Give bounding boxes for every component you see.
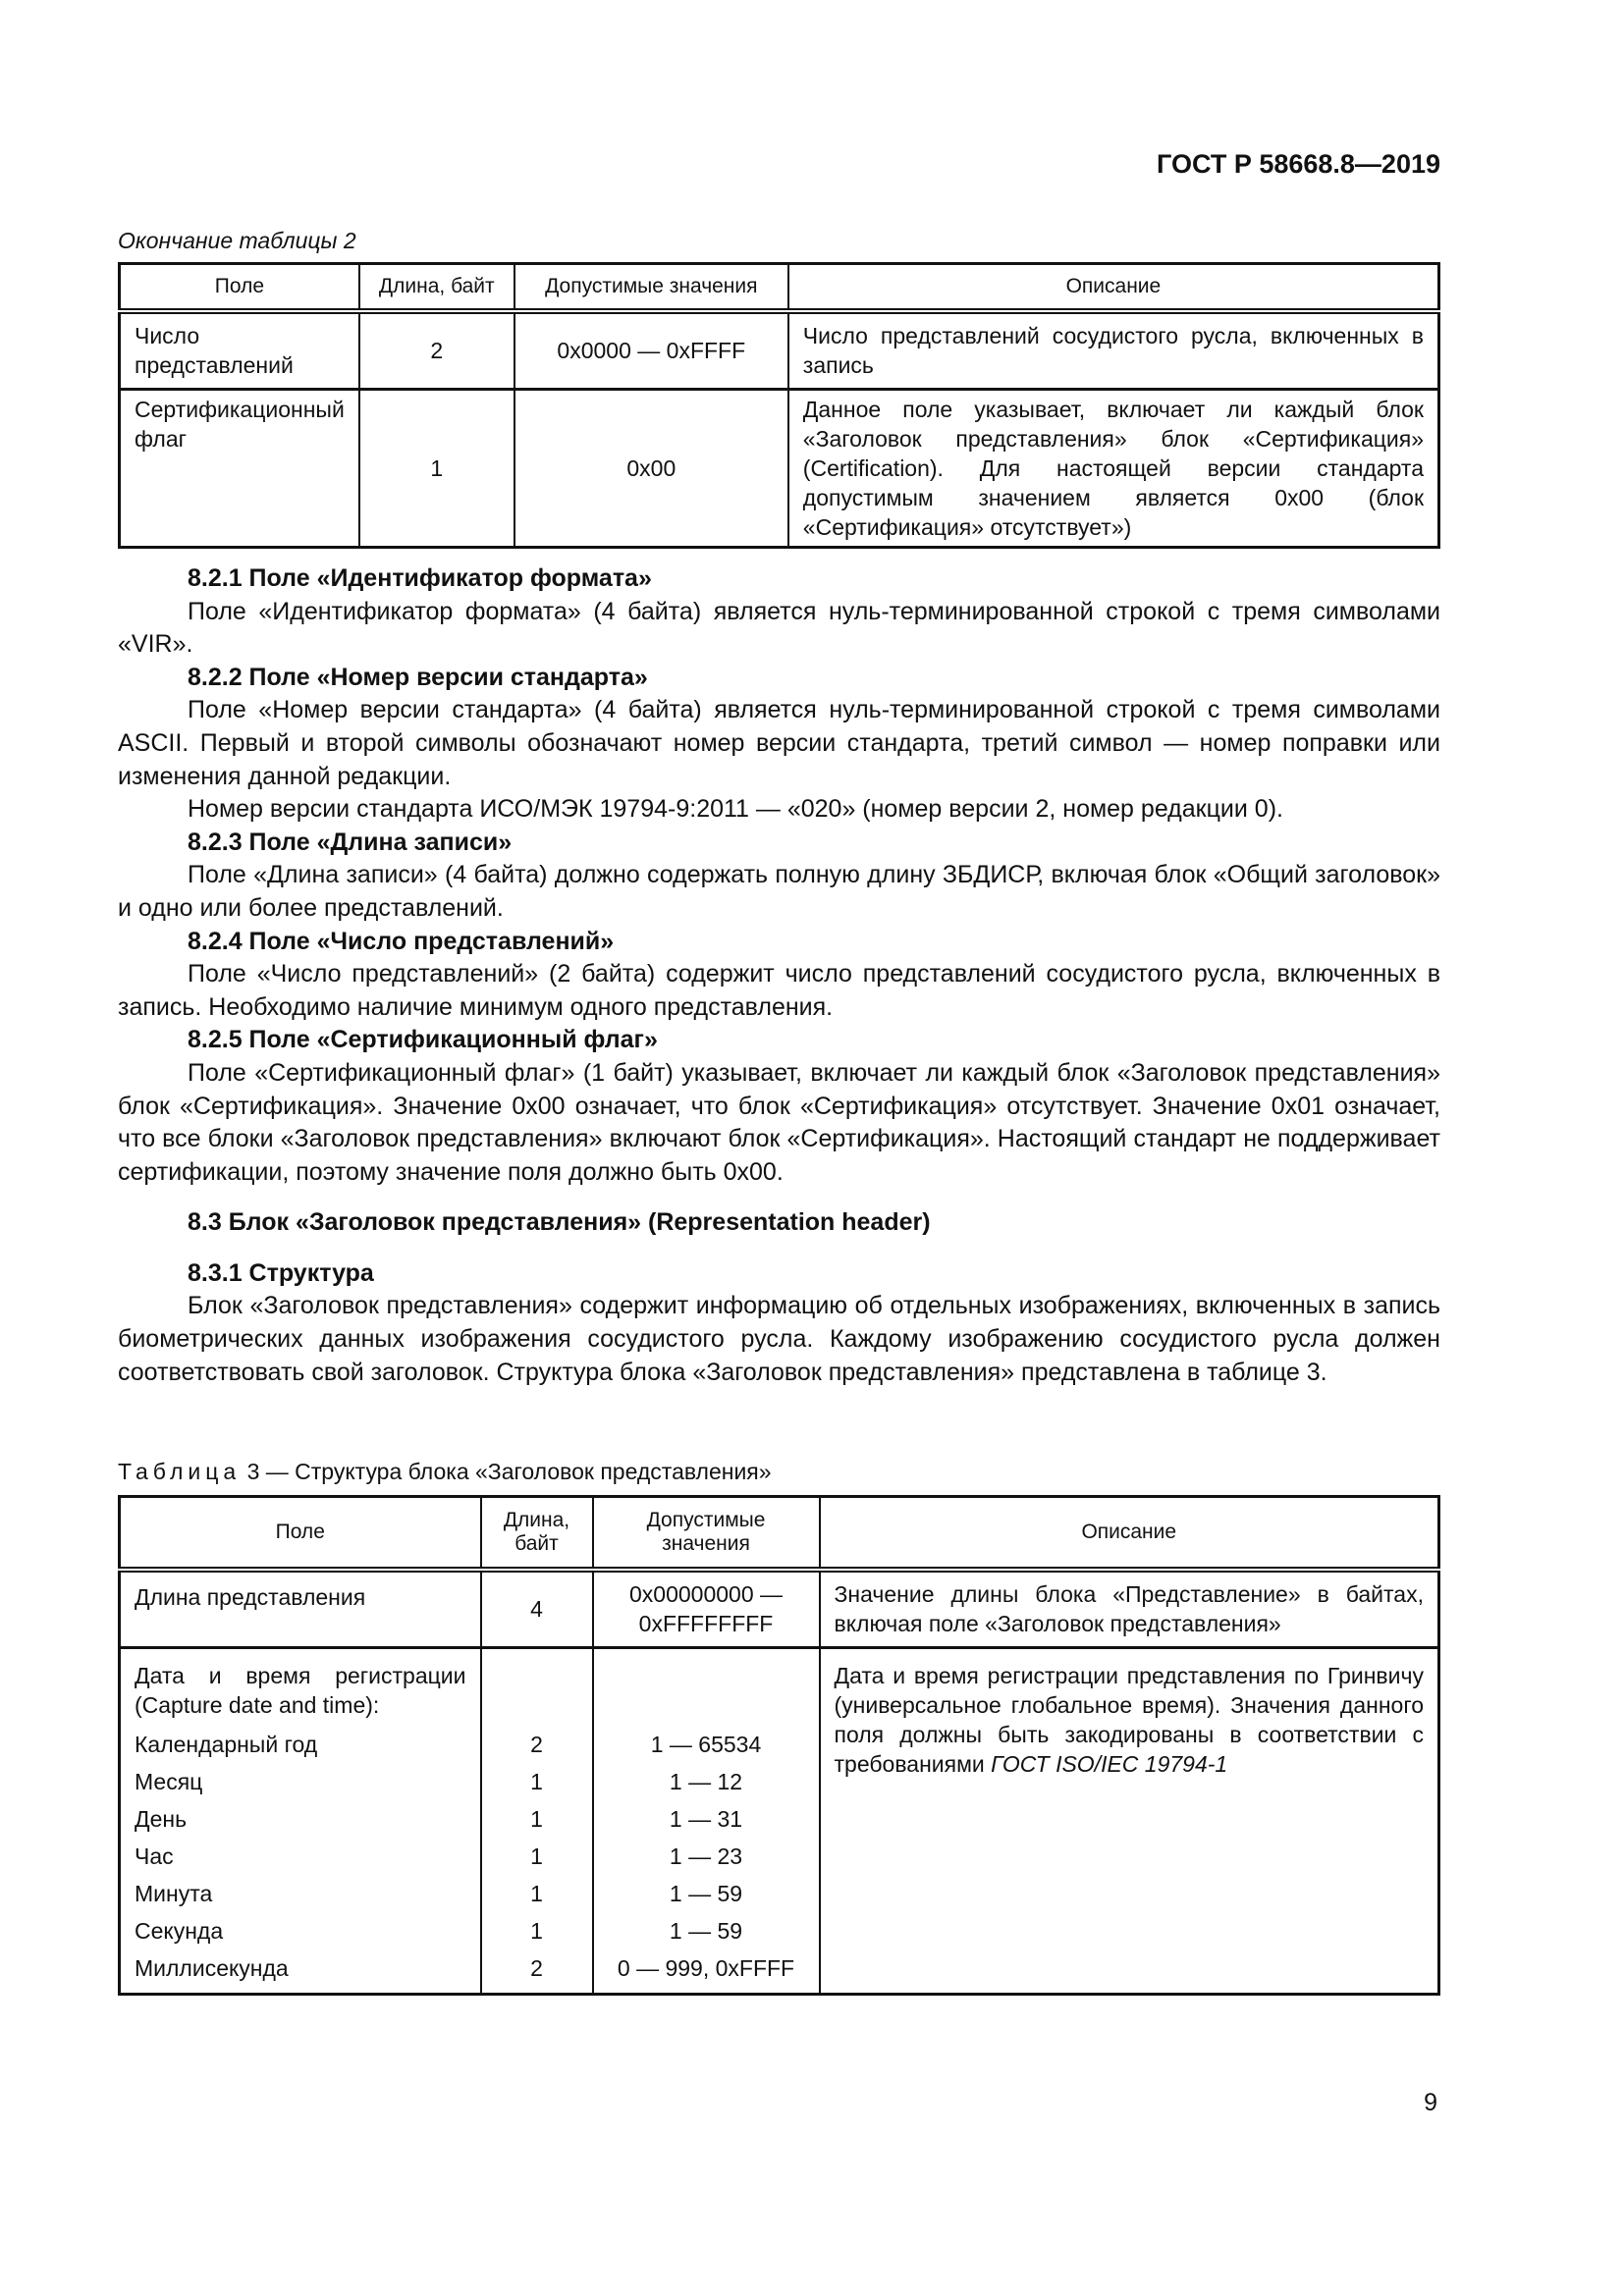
subfield-values: 1 — 23: [669, 1843, 743, 1869]
section-heading: 8.2.2 Поле «Номер версии стандарта»: [188, 663, 648, 691]
section-heading: 8.3.1 Структура: [188, 1258, 374, 1287]
section-heading: 8.2.4 Поле «Число представлений»: [188, 927, 615, 955]
cell-values: 0x00: [514, 390, 788, 548]
cell-length: 4: [481, 1570, 593, 1648]
paragraph: Поле «Число представлений» (2 байта) содержит число представлений сосудистого русла, включенных в запись. Необходимо наличие минимум одного представления.: [118, 960, 1440, 1021]
paragraph: Блок «Заголовок представления» содержит информацию об отдельных изображениях, включенных в запись биометрических данных изображения сосудистого русла. Каждому изображению сосудистого русла должен соответствовать свой заголовок. Структура блока «Заголовок представления» представлена в таблице 3.: [118, 1292, 1440, 1386]
cell-field: Длина представления: [120, 1570, 481, 1648]
subfield-values: 1 — 31: [669, 1806, 743, 1832]
subfield-length: 1: [530, 1881, 543, 1906]
cell-description: [820, 1648, 1439, 1995]
column-header: Поле: [120, 1497, 481, 1570]
table-row: [120, 311, 1439, 390]
cell-values: 0x00000000 — 0xFFFFFFFF: [593, 1570, 820, 1648]
paragraph: Поле «Номер версии стандарта» (4 байта) является нуль-терминированной строкой с тремя символами ASCII. Первый и второй символы обозначают номер версии стандарта, третий символ — номер поправки или изменения данной редакции.: [118, 696, 1440, 790]
subfield-length: 1: [530, 1918, 543, 1944]
subfield: Миллисекунда: [135, 1955, 289, 1981]
subfield-length: 2: [530, 1955, 543, 1981]
column-header: Описание: [788, 264, 1439, 311]
table2-caption: Окончание таблицы 2: [118, 228, 356, 253]
column-header: Поле: [120, 264, 359, 311]
cell-values: 0x0000 — 0xFFFF: [514, 311, 788, 390]
table3-caption: [118, 1459, 772, 1485]
subfield: Час: [135, 1843, 174, 1869]
cell-description: Число представлений сосудистого русла, включенных в запись: [788, 311, 1439, 390]
subfield-length: 2: [530, 1732, 543, 1757]
cell-description: Данное поле указывает, включает ли каждый блок «Заголовок представления» блок «Сертификация» (Certification). Для настоящей версии стандарта допустимым значением является 0x00 (блок «Сертификация» отсутствует»): [788, 390, 1439, 548]
caption-label: Таблица: [118, 1459, 242, 1484]
section-heading: 8.2.1 Поле «Идентификатор формата»: [188, 564, 652, 592]
cell-description: Значение длины блока «Представление» в байтах, включая поле «Заголовок представления»: [820, 1570, 1439, 1648]
cell-field: Число представлений: [120, 311, 359, 390]
subfield-length: 1: [530, 1769, 543, 1794]
column-header: Описание: [820, 1497, 1439, 1570]
body-text: [118, 562, 1440, 1389]
cell-length: 1: [359, 390, 514, 548]
paragraph: Поле «Длина записи» (4 байта) должно содержать полную длину ЗБДИСР, включая блок «Общий заголовок» и одно или более представлений.: [118, 861, 1440, 922]
column-header: Допустимые значения: [593, 1497, 820, 1570]
section-heading: 8.2.3 Поле «Длина записи»: [188, 828, 513, 856]
table-row: [120, 390, 1439, 548]
paragraph: Поле «Сертификационный флаг» (1 байт) указывает, включает ли каждый блок «Заголовок представления» блок «Сертификация». Значение 0x00 означает, что блок «Сертификация» отсутствует. Значение 0x01 означает, что все блоки «Заголовок представления» включают блок «Сертификация». Настоящий стандарт не поддерживает сертификации, поэтому значение поля должно быть 0x00.: [118, 1058, 1440, 1186]
cell-field: Дата и время регистрации (Capture date and time):: [135, 1663, 466, 1718]
section-heading: 8.2.5 Поле «Сертификационный флаг»: [188, 1026, 658, 1054]
subfield-values: 1 — 12: [669, 1769, 743, 1794]
table-row: [120, 1648, 1439, 1995]
caption-text: 3 — Структура блока «Заголовок представления»: [241, 1459, 772, 1484]
subfield-values: 1 — 65534: [650, 1732, 762, 1757]
subfield-values: 1 — 59: [669, 1918, 743, 1944]
paragraph: Номер версии стандарта ИСО/МЭК 19794-9:2011 — «020» (номер версии 2, номер редакции 0).: [188, 795, 1283, 824]
section-heading: 8.3 Блок «Заголовок представления» (Representation header): [188, 1208, 931, 1237]
subfield: Секунда: [135, 1918, 224, 1944]
table-row: [120, 1570, 1439, 1648]
paragraph: Поле «Идентификатор формата» (4 байта) является нуль-терминированной строкой с тремя символами «VIR».: [118, 597, 1440, 659]
page-number: 9: [1424, 2089, 1437, 2116]
column-header: Длина, байт: [359, 264, 514, 311]
subfield-values: 1 — 59: [669, 1881, 743, 1906]
subfield: Минута: [135, 1881, 213, 1906]
standard-reference: ГОСТ ISO/IEC 19794-1: [991, 1751, 1228, 1777]
subfield: Месяц: [135, 1769, 203, 1794]
cell-length: 2: [359, 311, 514, 390]
column-header: Допустимые значения: [514, 264, 788, 311]
table-3: [118, 1495, 1440, 1996]
column-header: Длина, байт: [481, 1497, 593, 1570]
description-text: Дата и время регистрации представления по Гринвичу (универсальное глобальное время). Значения данного поля должны быть закодированы в соответствии с требованиями: [834, 1663, 1424, 1777]
subfield: Календарный год: [135, 1732, 318, 1757]
subfield-length: 1: [530, 1806, 543, 1832]
subfield-length: 1: [530, 1843, 543, 1869]
subfield: День: [135, 1806, 188, 1832]
document-id: ГОСТ Р 58668.8—2019: [1157, 149, 1440, 179]
table-2: [118, 262, 1440, 549]
subfield-values: 0 — 999, 0xFFFF: [617, 1955, 795, 1981]
cell-field: Сертификационный флаг: [120, 390, 359, 548]
